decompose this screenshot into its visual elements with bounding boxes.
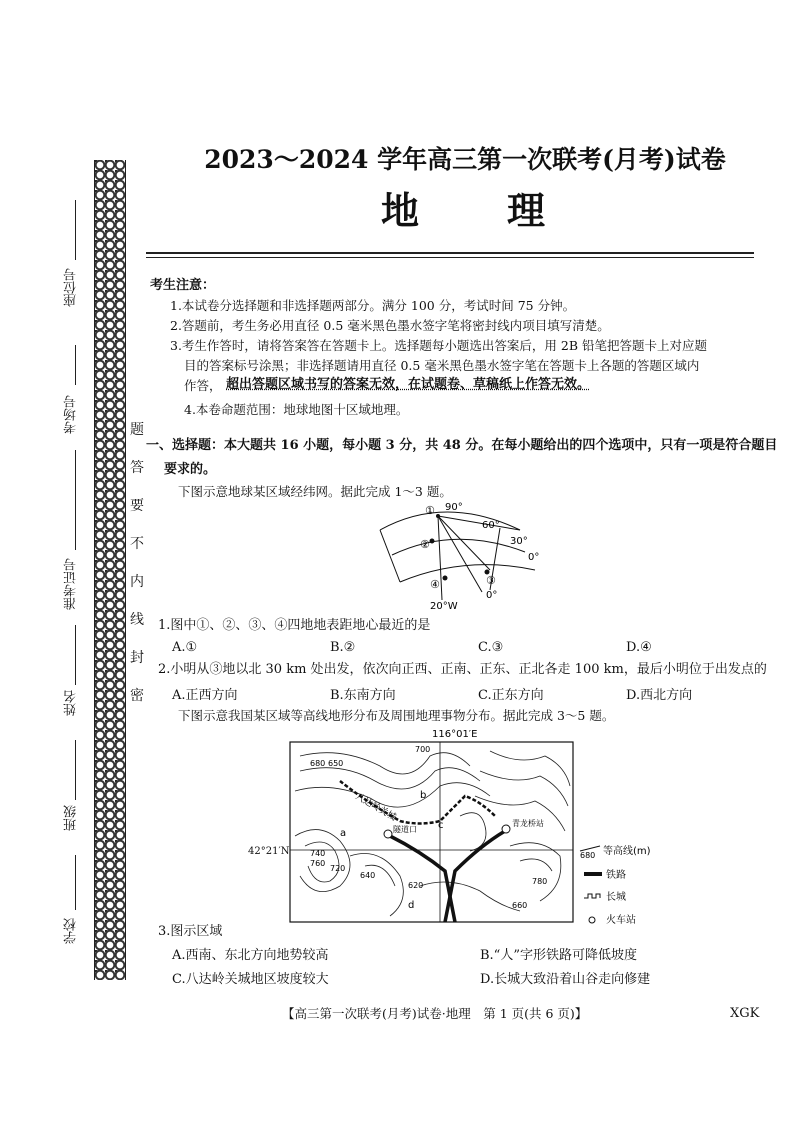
place-yuandaokou: 隧道口: [393, 825, 417, 834]
legend-station: 火车站: [606, 915, 636, 926]
q3-option-d[interactable]: D.长城大致沿着山谷走向修建: [480, 972, 651, 987]
point-b: b: [420, 790, 427, 801]
notice-item: 1.本试卷分选择题和非选择题两部分。满分 100 分，考试时间 75 分钟。: [170, 298, 576, 313]
notice-item: 4.本卷命题范围：地球地图十区域地理。: [184, 402, 409, 417]
exam-no-line: [75, 345, 76, 385]
label-p3: ③: [486, 574, 496, 587]
notice-emphasis: 超出答题区域书写的答案无效，在试题卷、草稿纸上作答无效。: [226, 377, 591, 392]
seal-char: 不: [130, 536, 144, 552]
q3-option-c[interactable]: C.八达岭关城地区坡度较大: [172, 972, 329, 987]
subject-title: 地 理: [380, 188, 549, 233]
point-1: [436, 514, 440, 518]
header-rule-thin: [146, 257, 754, 258]
notice-heading: 考生注意：: [150, 278, 216, 293]
section-heading: 一、选择题：本大题共 16 小题，每小题 3 分，共 48 分。在每小题给出的四个选项中，只有一项是符合题目: [146, 438, 778, 453]
q1-option-b[interactable]: B.②: [330, 640, 356, 655]
q1-option-c[interactable]: C.③: [478, 640, 504, 655]
intro-2: 下图示意我国某区域等高线地形分布及周围地理事物分布。据此完成 3～5 题。: [178, 708, 615, 723]
intro-1: 下图示意地球某区域经纬网。据此完成 1～3 题。: [178, 484, 452, 499]
legend-railway: 铁路: [606, 870, 626, 881]
class-label: 班级: [64, 805, 79, 831]
seal-char: 内: [130, 574, 144, 590]
contour-label: 740: [310, 849, 326, 858]
label-lat0: 0°: [528, 552, 540, 563]
point-a: a: [340, 828, 347, 839]
contour-label: 720: [330, 864, 346, 873]
label-lon0: 0°: [486, 590, 498, 601]
map-legend: [580, 844, 651, 926]
point-2: [430, 539, 435, 544]
name-line: [75, 625, 76, 685]
footer-code: XGK: [730, 1006, 760, 1021]
binding-strip: [94, 160, 126, 980]
place-badaling: 八达岭关城: [353, 791, 398, 824]
place-qinglongqiao: 青龙桥站: [512, 819, 544, 828]
q2-option-d[interactable]: D.西北方向: [626, 688, 693, 703]
contour-label: 650: [328, 759, 344, 768]
figure-contour-map: [280, 726, 680, 926]
section-heading-cont: 要求的。: [164, 462, 217, 477]
seat-line: [75, 200, 76, 260]
exam-title: 2023～2024 学年高三第一次联考(月考)试卷: [204, 145, 726, 174]
notice-item: 3.考生作答时，请将答案答在答题卡上。选择题每小题选出答案后，用 2B 铅笔把答题卡上对应题: [170, 338, 708, 353]
contour-label: 700: [415, 745, 431, 754]
label-p2: ②: [420, 538, 430, 551]
legend-contour-value: 680: [580, 851, 596, 860]
q3-option-a[interactable]: A.西南、东北方向地势较高: [172, 948, 329, 963]
seat-label: 座位号: [64, 268, 79, 307]
seal-char: 线: [130, 612, 144, 628]
q2-option-b[interactable]: B.东南方向: [330, 688, 396, 703]
legend-wall: 长城: [606, 892, 626, 903]
point-4: [443, 576, 448, 581]
contour-label: 760: [310, 859, 326, 868]
contour-label: 620: [408, 881, 424, 890]
header-rule: [146, 252, 754, 254]
point-d: d: [408, 900, 415, 911]
exam-no-label: 考场号: [64, 395, 79, 434]
seal-char: 要: [130, 498, 144, 514]
school-label: 学校: [64, 918, 79, 944]
q3-stem: 3.图示区域: [158, 924, 223, 939]
q2-option-c[interactable]: C.正东方向: [478, 688, 544, 703]
ticket-label: 准考证号: [64, 558, 79, 610]
ticket-line: [75, 450, 76, 550]
label-p4: ④: [430, 578, 440, 591]
seal-char: 答: [130, 460, 144, 476]
seal-char: 密: [130, 688, 144, 704]
q1-stem: 1.图中①、②、③、④四地地表距地心最近的是: [158, 618, 431, 633]
label-lat60: 60°: [482, 520, 500, 531]
legend-contour: 等高线(m): [603, 846, 651, 857]
label-lon20w: 20°W: [430, 601, 458, 610]
q3-option-b[interactable]: B.“人”字形铁路可降低坡度: [480, 948, 637, 963]
label-p1: ①: [425, 504, 435, 517]
contour-label: 780: [532, 877, 548, 886]
point-c: c: [438, 820, 444, 831]
label-lat30: 30°: [510, 536, 528, 547]
q1-option-a[interactable]: A.①: [172, 640, 198, 655]
contour-label: 660: [512, 901, 528, 910]
contour-label: 640: [360, 871, 376, 880]
contour-label: 680: [310, 759, 326, 768]
label-lat90: 90°: [445, 502, 463, 513]
seal-text: [127, 420, 147, 724]
name-label: 姓名: [64, 690, 79, 716]
school-line: [75, 855, 76, 910]
notice-item: 目的答案标号涂黑；非选择题请用直径 0.5 毫米黑色墨水签字笔在答题卡上各题的答题区域内: [184, 358, 700, 373]
figure-graticule: [370, 500, 560, 610]
q2-option-a[interactable]: A.正西方向: [172, 688, 238, 703]
class-line: [75, 740, 76, 800]
lat-label: 42°21′N: [248, 846, 290, 857]
q2-stem: 2.小明从③地以北 30 km 处出发，依次向正西、正南、正东、正北各走 100 km，最后小明位于出发点的: [158, 662, 767, 677]
q1-option-d[interactable]: D.④: [626, 640, 652, 655]
seal-char: 封: [130, 650, 144, 666]
notice-item: 2.答题前，考生务必用直径 0.5 毫米黑色墨水签字笔将密封线内项目填写清楚。: [170, 318, 610, 333]
seal-char: 题: [130, 422, 144, 438]
lon-label: 116°01′E: [432, 729, 478, 740]
page-footer: 【高三第一次联考(月考)试卷·地理 第 1 页(共 6 页)】: [282, 1006, 588, 1021]
notice-item: 作答，: [184, 378, 222, 393]
